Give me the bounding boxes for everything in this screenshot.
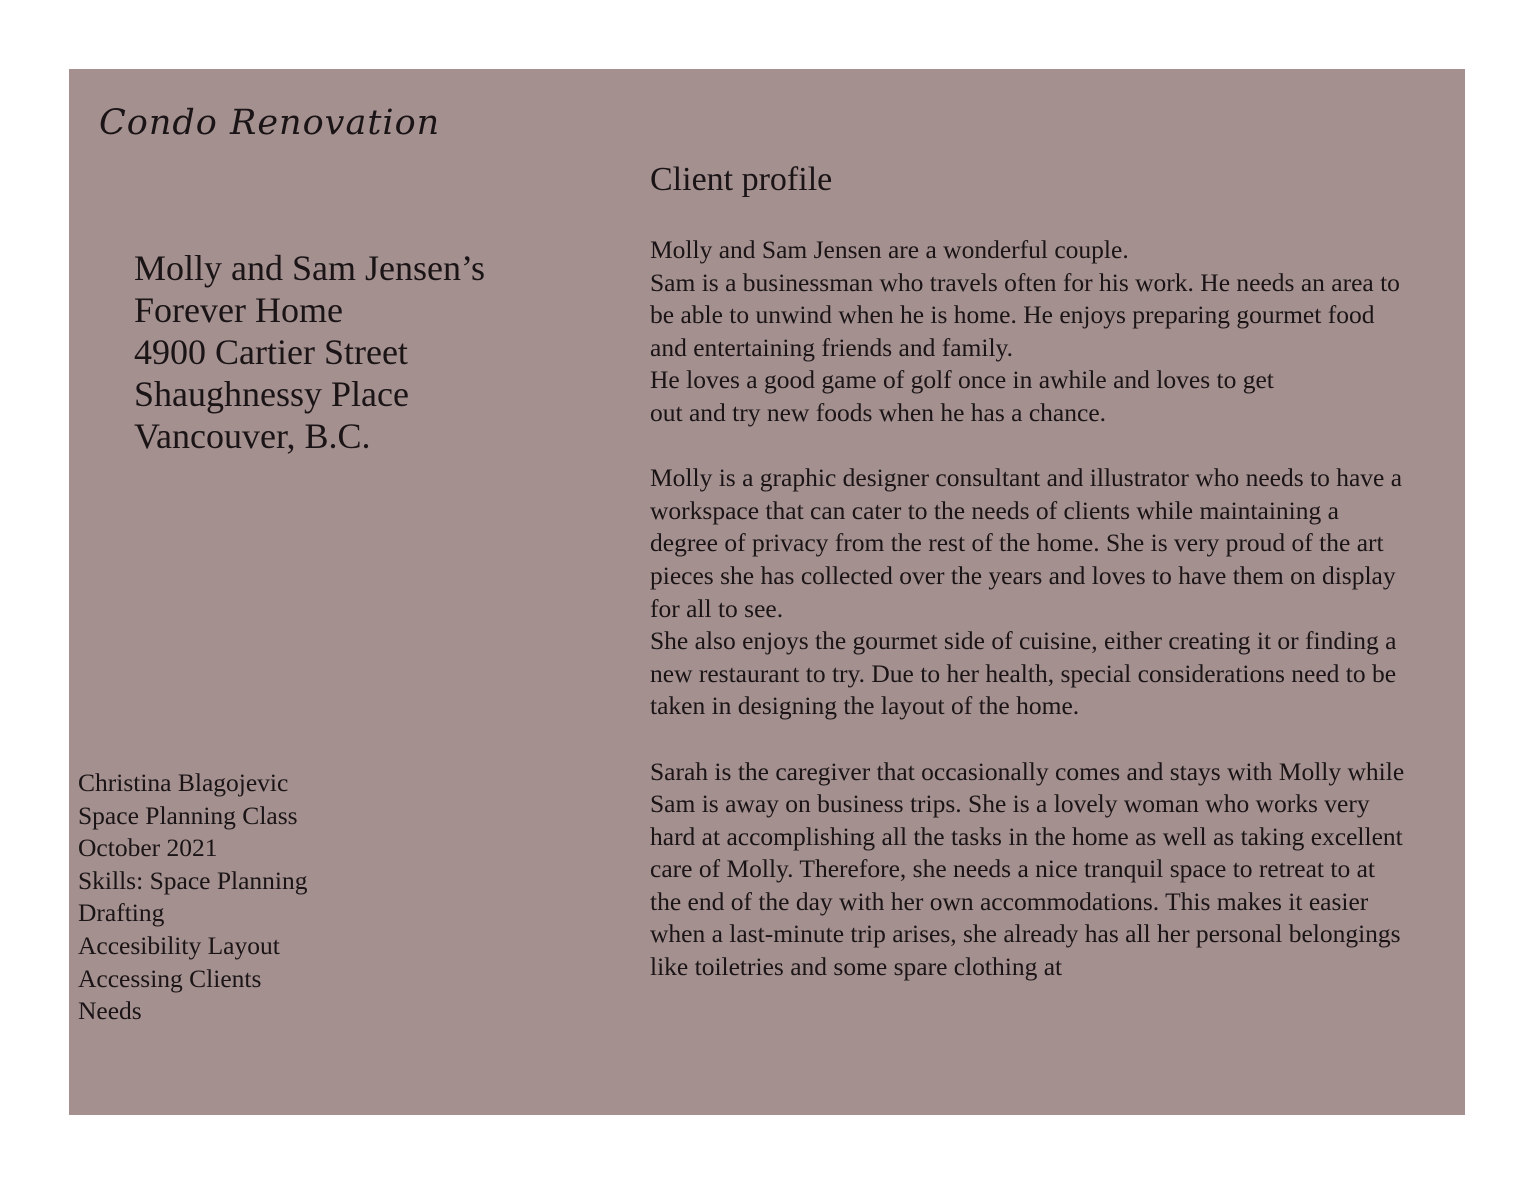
text-line: workspace that can cater to the needs of clients while maintaining a [650,495,1339,525]
text-line: pieces she has collected over the years and loves to have them on display [650,560,1396,590]
paragraph-sarah [650,756,1462,984]
credits-line: Accessing Clients [78,963,262,993]
address-line: 4900 Cartier Street [134,332,408,372]
text-line: She also enjoys the gourmet side of cuisine, either creating it or finding a [650,626,1397,656]
credits-line: Skills: Space Planning [78,865,308,895]
text-line: the end of the day with her own accommodations. This makes it easier [650,886,1369,916]
credits-line: Christina Blagojevic [78,768,289,797]
document-panel [69,69,1465,1115]
text-line: taken in designing the layout of the home. [650,691,1080,721]
text-line: and entertaining friends and family. [650,332,1014,362]
credits-line: Space Planning Class [78,800,298,830]
text-line: when a last-minute trip arises, she already has all her personal belongings [650,919,1401,949]
text-line: degree of privacy from the rest of the home. She is very proud of the art [650,528,1384,558]
address-line: Shaughnessy Place [134,374,409,414]
profile-body [650,234,1462,984]
credits-line: October 2021 [78,833,218,863]
text-line: Molly is a graphic designer consultant and illustrator who needs to have a [650,463,1403,493]
address-block [134,247,485,457]
paragraph-gap [650,723,1462,756]
text-line: hard at accomplishing all the tasks in the home as well as taking excellent [650,821,1403,851]
text-line: He loves a good game of golf once in awhile and loves to get [650,365,1274,395]
paragraph-gap [650,430,1462,463]
text-line: new restaurant to try. Due to her health, special considerations need to be [650,658,1397,688]
text-line: be able to unwind when he is home. He enjoys preparing gourmet food [650,300,1375,330]
text-line: care of Molly. Therefore, she needs a nice tranquil space to retreat to at [650,854,1376,884]
paragraph-molly [650,462,1462,723]
credits-line: Drafting [78,898,165,928]
paragraph-molly-sam [650,234,1462,430]
text-line: Sarah is the caregiver that occasionally comes and stays with Molly while [650,756,1405,786]
text-line: Molly and Sam Jensen are a wonderful couple. [650,235,1129,264]
text-line: Sam is a businessman who travels often for his work. He needs an area to [650,267,1400,297]
address-line: Molly and Sam Jensen’s [134,248,485,288]
address-line: Vancouver, B.C. [134,416,371,456]
address-line: Forever Home [134,290,343,330]
profile-heading: Client profile [650,161,833,198]
document-title: Condo Renovation [99,103,441,143]
text-line: like toiletries and some spare clothing at [650,952,1063,982]
credits-block [78,767,308,1028]
credits-line: Needs [78,996,142,1026]
text-line: Sam is away on business trips. She is a lovely woman who works very [650,789,1370,819]
text-line: for all to see. [650,593,784,623]
credits-line: Accesibility Layout [78,930,280,960]
text-line: out and try new foods when he has a chance. [650,397,1107,427]
